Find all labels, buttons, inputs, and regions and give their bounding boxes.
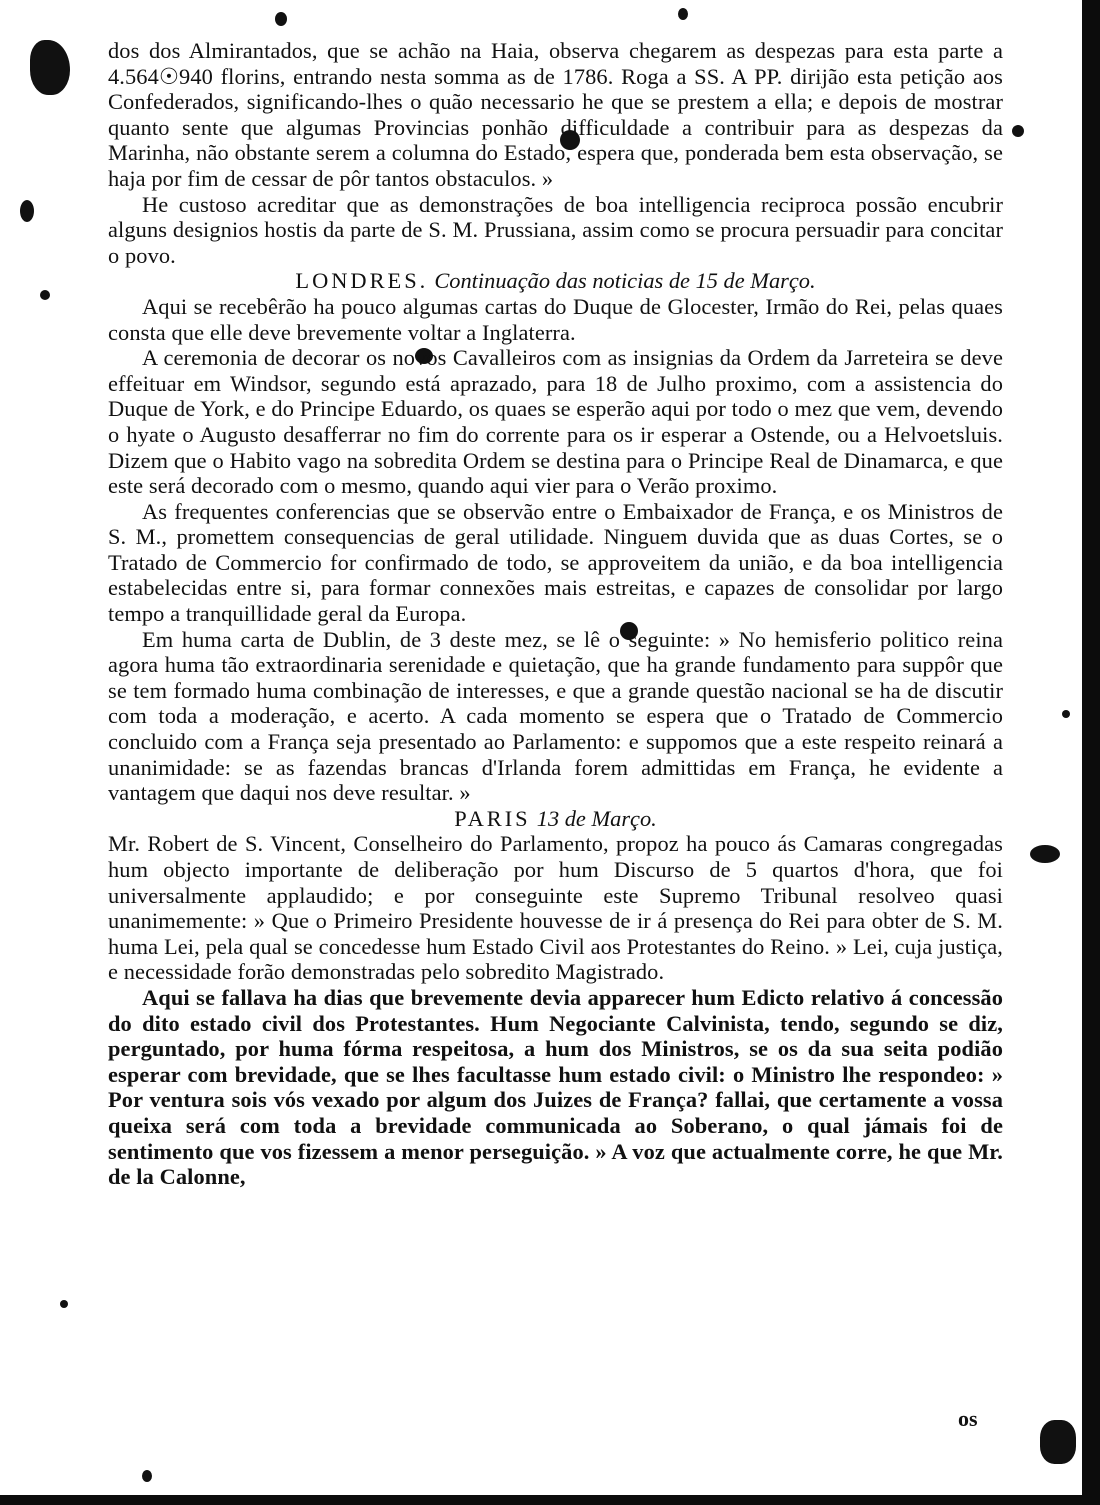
heading-subtitle: Continuação das noticias de 15 de Março. xyxy=(434,268,816,294)
ink-blot xyxy=(275,12,287,26)
heading-london xyxy=(108,268,1003,294)
ink-blot xyxy=(1012,125,1024,137)
heading-city: PARIS xyxy=(454,805,531,831)
paragraph-robert: Mr. Robert de S. Vincent, Conselheiro do Parlamento, propoz ha pouco ás Camaras congregadas hum objecto importante de deliberação por hum Discurso de 5 quartos d'hora, que foi universalmente applaudido; e por conseguinte este Supremo Tribunal resolveo quasi unanimemente: » Que o Primeiro Presidente houvesse de ir á presença do Rei para obter de S. M. huma Lei, pela qual se concedesse hum Estado Civil aos Protestantes do Reino. » Lei, cuja justiça, e necessidade forão demonstradas pelo sobredito Magistrado. xyxy=(108,831,1003,985)
ink-blot xyxy=(1062,710,1070,718)
paragraph-jarreteira: A ceremonia de decorar os novos Cavalleiros com as insignias da Ordem da Jarreteira se deve effeituar em Windsor, segundo está aprazado, para 18 de Julho proximo, com a assistencia do Duque de York, e do Principe Eduardo, os quaes se esperão aqui por todo o mez que vem, devendo o hyate o Augusto desafferrar no fim do corrente para os ir esperar a Ostende, ou a Helvoetsluis. Dizem que o Habito vago na sobredita Ordem se destina para o Principe Real de Dinamarca, e que este será decorado com o mesmo, quando aqui vier para o Verão proximo. xyxy=(108,345,1003,499)
ink-blot xyxy=(1040,1420,1076,1464)
ink-blot xyxy=(142,1470,152,1482)
paragraph-admiralty: dos dos Almirantados, que se achão na Haia, observa chegarem as despezas para esta parte a 4.564☉940 florins, entrando nesta somma as de 1786. Roga a SS. A PP. dirijão esta petição aos Confederados, significando-lhes o quão necessario he que se prestem a ella; e depois de mostrar quanto sente que algumas Provincias ponhão difficuldade a contribuir para as despezas da Marinha, não obstante serem a columna do Estado, espera que, ponderada bem esta observação, se haja por fim de cessar de pôr tantos obstaculos. » xyxy=(108,38,1003,191)
ink-blot xyxy=(1030,845,1060,863)
paragraph-prussia: He custoso acreditar que as demonstrações de boa intelligencia reciproca possão encubrir alguns designios hostis da parte de S. M. Prussiana, assim como se procura persuadir para concitar o povo. xyxy=(108,191,1003,268)
page-edge-shadow xyxy=(1082,0,1100,1505)
paragraph-conferencias: As frequentes conferencias que se observão entre o Embaixador de França, e os Ministros de S. M., promettem consequencias de geral utilidade. Ninguem duvida que as duas Cortes, se o Tratado de Commercio for confirmado de todo, se approveitem da união, e da boa intelligencia estabelecidas entre si, para formar connexões mais estreitas, e capazes de consolidar por largo tempo a tranquillidade geral da Europa. xyxy=(108,498,1003,627)
heading-paris xyxy=(108,806,1003,832)
heading-city: LONDRES. xyxy=(295,268,429,294)
ink-blot xyxy=(60,1300,68,1308)
paragraph-dublin: Em huma carta de Dublin, de 3 deste mez, se lê o seguinte: » No hemisferio politico reina agora huma tão extraordinaria serenidade e quietação, que ha grande fundamento para suppôr que se tem formado huma combinação de interesses, e que a grande questão nacional se ha de discutir com toda a moderação, e acerto. A cada momento se espera que o Tratado de Commercio concluido com a França seja presentado ao Parlamento: e suppomos que a este respeito reinará a unanimidade: se as fazendas brancas d'Irlanda forem admittidas em França, he evidente a vantagem que daqui nos deve resultar. » xyxy=(108,626,1003,806)
heading-subtitle: 13 de Março. xyxy=(536,805,657,831)
ink-blot xyxy=(30,40,70,95)
paragraph-edicto: Aqui se fallava ha dias que brevemente devia apparecer hum Edicto relativo á concessão do dito estado civil dos Protestantes. Hum Negociante Calvinista, tendo, segundo se diz, perguntado, por huma fórma respeitosa, a hum dos Ministros, se os da sua seita podião esperar com brevidade, que se lhes facultasse hum estado civil: o Ministro lhe respondeo: » Por ventura sois vós vexado por algum dos Juizes de França? fallai, que certamente a vossa queixa será com toda a brevidade communicada ao Soberano, o qual jámais foi de sentimento que vos fizessem a menor perseguição. » A voz que actualmente corre, he que Mr. de la Calonne, xyxy=(108,984,1003,1190)
ink-blot xyxy=(678,8,688,20)
ink-blot xyxy=(40,290,50,300)
ink-blot xyxy=(20,200,34,222)
catchword: os xyxy=(958,1406,978,1431)
page-bottom-shadow xyxy=(0,1495,1100,1505)
article-body xyxy=(108,38,1003,1190)
paragraph-glocester: Aqui se recebêrão ha pouco algumas cartas do Duque de Glocester, Irmão do Rei, pelas quaes consta que elle deve brevemente voltar a Inglaterra. xyxy=(108,293,1003,345)
